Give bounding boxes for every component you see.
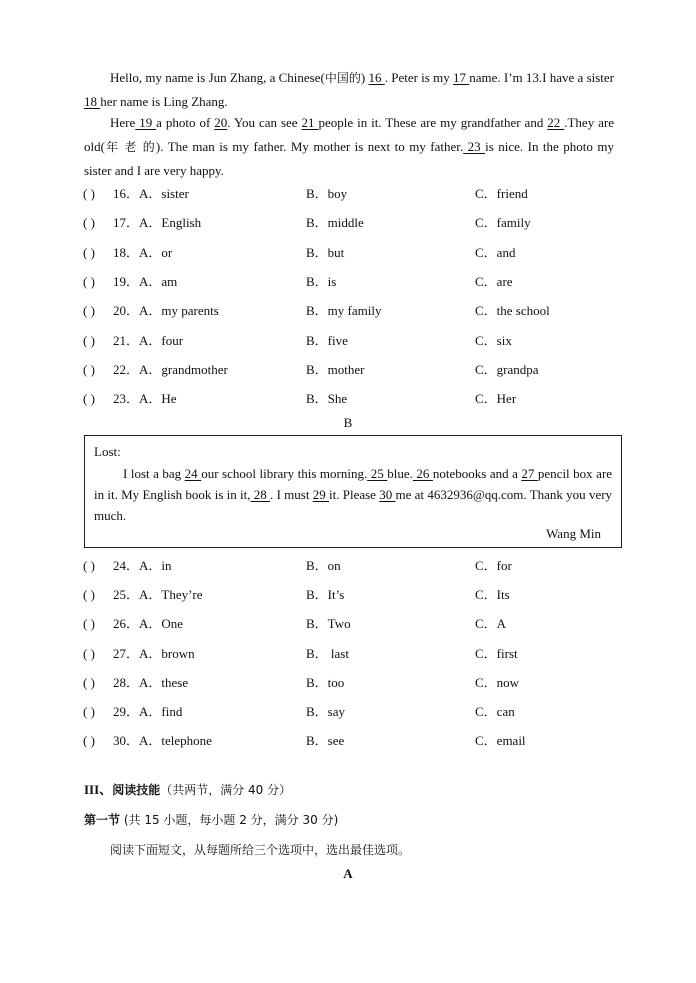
- blank-number: 28: [250, 487, 271, 502]
- text-run: name. I’m 13.I have a sister: [469, 70, 615, 85]
- text-run: 年 老 的: [104, 140, 156, 154]
- blank-number: 25: [367, 466, 388, 481]
- passage-paragraph-2: [84, 111, 614, 183]
- question-row-25: [83, 585, 623, 605]
- text-run: it. Please: [329, 487, 380, 502]
- question-row-16: [83, 184, 623, 204]
- option-a: 22．A．grandmother: [113, 361, 228, 377]
- text-run: Here: [110, 115, 136, 130]
- section-1-heading: [84, 810, 338, 830]
- answer-paren: ( ): [83, 244, 95, 260]
- answer-paren: ( ): [83, 186, 95, 201]
- question-row-23: [83, 389, 623, 409]
- question-row-17: [83, 213, 623, 233]
- lost-notice-body: [94, 463, 612, 526]
- text-run: . You can see: [227, 115, 302, 130]
- blank-number: 26: [412, 466, 433, 481]
- blank-number: 16: [368, 70, 385, 85]
- question-row-28: [83, 673, 623, 693]
- question-row-27: [83, 644, 623, 664]
- answer-paren: ( ): [83, 273, 95, 289]
- section-3-roman: III、: [84, 782, 113, 797]
- blank-number: 24: [184, 466, 202, 481]
- text-run: . Peter is my: [384, 70, 453, 85]
- option-a: 17．A．English: [113, 215, 202, 231]
- option-b: B．on: [306, 558, 341, 573]
- option-b: B．but: [306, 244, 345, 260]
- option-b: B．mother: [306, 361, 365, 377]
- blank-number: 27: [521, 466, 538, 481]
- option-a: 16．A．sister: [113, 186, 189, 201]
- answer-paren: ( ): [83, 733, 95, 749]
- question-row-24: [83, 556, 623, 576]
- blank-number: 22: [547, 115, 565, 130]
- question-row-30: [83, 731, 623, 751]
- blank-number: 20: [214, 115, 228, 130]
- blank-number: 21: [301, 115, 319, 130]
- option-b: B．five: [306, 332, 348, 348]
- option-c: C．friend: [475, 186, 528, 201]
- lost-title: Lost:: [94, 444, 121, 459]
- option-b: B．She: [306, 391, 348, 407]
- option-b: B．is: [306, 273, 337, 289]
- passage-paragraph-1: [84, 66, 614, 114]
- blank-number: 18: [84, 94, 101, 109]
- option-b: B．middle: [306, 215, 364, 231]
- question-row-18: [83, 243, 623, 263]
- option-c: C．now: [475, 674, 520, 690]
- text-run: me at 4632936@qq.com. Thank you very much.: [94, 487, 613, 523]
- text-run: pencil box are in it. My English book is in it,: [94, 466, 613, 502]
- question-row-21: [83, 331, 623, 351]
- option-a: 24．A．in: [113, 558, 172, 573]
- option-a: 30．A．telephone: [113, 733, 212, 749]
- text-run: .They are old(: [84, 115, 615, 154]
- question-row-29: [83, 702, 623, 722]
- option-c: C．for: [475, 558, 512, 573]
- answer-paren: ( ): [83, 361, 95, 377]
- option-c: C．can: [475, 704, 515, 719]
- section-3-title: 阅读技能: [112, 783, 161, 797]
- option-b: B．too: [306, 674, 345, 690]
- answer-paren: ( ): [83, 391, 95, 407]
- reading-instruction: 阅读下面短文，从每题所给三个选项中，选出最佳选项。: [110, 843, 411, 857]
- answer-paren: ( ): [83, 303, 95, 319]
- text-run: ): [360, 70, 369, 85]
- option-a: 27．A．brown: [113, 645, 195, 661]
- section-a-letter: A: [343, 866, 353, 881]
- answer-paren: ( ): [83, 674, 95, 690]
- option-b: B．Two: [306, 616, 351, 632]
- option-c: C．and: [475, 244, 516, 260]
- question-row-26: [83, 614, 623, 634]
- option-a: 20．A．my parents: [113, 303, 219, 319]
- option-c: C．A: [475, 616, 507, 632]
- text-run: 中国的: [324, 71, 361, 85]
- blank-number: 23: [463, 139, 486, 154]
- option-b: B．my family: [306, 303, 382, 319]
- option-c: C．family: [475, 215, 531, 231]
- option-b: B．It’s: [306, 587, 345, 603]
- option-a: 26．A．One: [113, 616, 184, 632]
- option-c: C．grandpa: [475, 361, 539, 377]
- text-run: is nice. In the photo my sister and I are very happy.: [84, 139, 614, 178]
- question-row-22: [83, 360, 623, 380]
- blank-number: 30: [379, 487, 396, 502]
- text-run: blue.: [387, 466, 413, 481]
- answer-paren: ( ): [83, 215, 95, 231]
- option-b: B．see: [306, 733, 345, 749]
- option-c: C．the school: [475, 303, 550, 319]
- option-a: 18．A．or: [113, 244, 173, 260]
- option-a: 23．A．He: [113, 391, 177, 407]
- answer-paren: ( ): [83, 587, 95, 603]
- section-3-score: （共两节，满分 40 分）: [160, 783, 292, 797]
- text-run: her name is Ling Zhang.: [100, 94, 228, 109]
- option-b: B． last: [306, 645, 349, 661]
- question-row-20: [83, 301, 623, 321]
- answer-paren: ( ): [83, 616, 95, 632]
- option-a: 19．A．am: [113, 273, 178, 289]
- text-run: a photo of: [156, 115, 215, 130]
- option-c: C．email: [475, 733, 526, 749]
- option-c: C．Her: [475, 391, 517, 407]
- option-c: C．Its: [475, 587, 510, 603]
- answer-paren: ( ): [83, 704, 95, 719]
- answer-paren: ( ): [83, 645, 95, 661]
- answer-paren: ( ): [83, 558, 95, 573]
- option-c: C．six: [475, 332, 512, 348]
- text-run: our school library this morning.: [201, 466, 368, 481]
- answer-paren: ( ): [83, 332, 95, 348]
- section-1-score: (共 15 小题，每小题 2 分，满分 30 分): [120, 813, 339, 827]
- text-run: notebooks and a: [432, 466, 522, 481]
- option-a: 29．A．find: [113, 704, 183, 719]
- option-a: 28．A．these: [113, 674, 189, 690]
- blank-number: 17: [452, 70, 470, 85]
- text-run: . I must: [270, 487, 313, 502]
- section-1-title: 第一节: [84, 813, 121, 827]
- section-3-heading: [84, 780, 291, 800]
- option-a: 21．A．four: [113, 332, 184, 348]
- blank-number: 19: [135, 115, 157, 130]
- lost-notice-box: [84, 435, 622, 548]
- option-b: B．say: [306, 704, 346, 719]
- option-b: B．boy: [306, 186, 348, 201]
- text-run: I lost a bag: [123, 466, 185, 481]
- text-run: Hello, my name is Jun Zhang, a Chinese(: [110, 70, 325, 85]
- option-c: C．are: [475, 273, 513, 289]
- lost-signature: Wang Min: [546, 526, 601, 541]
- text-run: ). The man is my father. My mother is next to my father.: [155, 139, 464, 154]
- blank-number: 29: [312, 487, 329, 502]
- option-a: 25．A．They’re: [113, 587, 203, 603]
- question-row-19: [83, 272, 623, 292]
- text-run: people in it. These are my grandfather and: [318, 115, 548, 130]
- section-b-letter: B: [343, 415, 353, 430]
- option-c: C．first: [475, 645, 518, 661]
